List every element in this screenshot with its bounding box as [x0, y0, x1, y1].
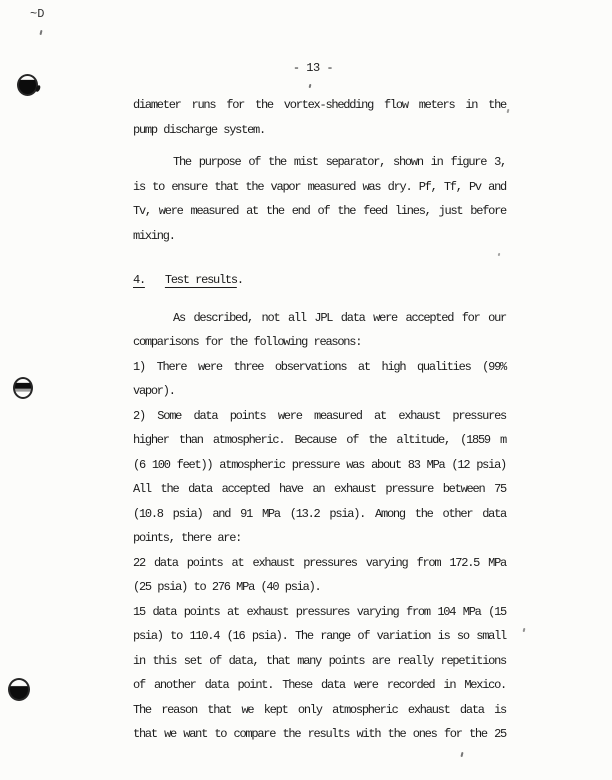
text-line: 2) Some data points were measured at exhaust pressures [133, 408, 506, 423]
text-line: higher than atmospheric. Because of the altitude, (1859 m [133, 433, 506, 447]
text-line: in this set of data, that many points are really repetitions [133, 653, 506, 668]
text-line: mixing. [133, 228, 175, 243]
noise-speck [460, 752, 463, 757]
document-body [133, 93, 506, 747]
binder-hole-mark [8, 678, 30, 701]
section-number: 4. [133, 273, 145, 287]
paragraph [133, 551, 506, 600]
text-line: (25 psia) to 276 MPa (40 psia). [133, 580, 321, 594]
text-line: psia) to 110.4 (16 psia). The range of variation is so small [133, 629, 506, 643]
paragraph [133, 355, 506, 404]
section-title-period: . [236, 273, 243, 287]
text-line: As described, not all JPL data were accepted for our [173, 310, 506, 325]
section-title: Test results [164, 273, 237, 287]
paragraph [133, 150, 506, 248]
text-line: vapor). [133, 384, 175, 398]
text-line: pump discharge system. [133, 122, 265, 137]
text-line: diameter runs for the vortex-shedding flow meters in the [133, 98, 506, 112]
noise-speck [523, 628, 526, 632]
text-line: (10.8 psia) and 91 MPa (13.2 psia). Among the other data [133, 506, 506, 521]
noise-speck [309, 84, 312, 88]
corner-annotation: ~D [30, 7, 45, 21]
text-line: is to ensure that the vapor measured was dry. Pf, Tf, Pv and [133, 179, 506, 194]
text-line: Tv, were measured at the end of the feed lines, just before [133, 204, 506, 218]
paragraph [133, 93, 506, 142]
binder-hole-mark [13, 377, 33, 399]
binder-hole-mark [17, 74, 38, 96]
text-line: of another data point. These data were recorded in Mexico. [133, 678, 506, 692]
section-heading [133, 268, 506, 293]
text-line: (6 100 feet)) atmospheric pressure was about 83 MPa (12 psia) [133, 457, 506, 472]
text-line: points, there are: [133, 531, 242, 545]
page-number: - 13 - [292, 61, 334, 75]
paragraph [133, 600, 506, 747]
text-line: All the data accepted have an exhaust pressure between 75 [133, 482, 506, 496]
noise-speck [507, 109, 510, 113]
paragraph [133, 404, 506, 551]
text-line: 22 data points at exhaust pressures varying from 172.5 MPa [133, 555, 506, 570]
text-line: 1) There were three observations at high qualities (99% [133, 359, 506, 374]
paragraph [133, 306, 506, 355]
text-line: that we want to compare the results with the ones for the 25 [133, 727, 506, 741]
text-line: The purpose of the mist separator, shown in figure 3, [173, 155, 506, 169]
text-line: 15 data points at exhaust pressures varying from 104 MPa (15 [133, 604, 506, 619]
noise-speck [39, 30, 42, 35]
text-line: comparisons for the following reasons: [133, 335, 362, 349]
text-line: The reason that we kept only atmospheric exhaust data is [133, 702, 506, 717]
